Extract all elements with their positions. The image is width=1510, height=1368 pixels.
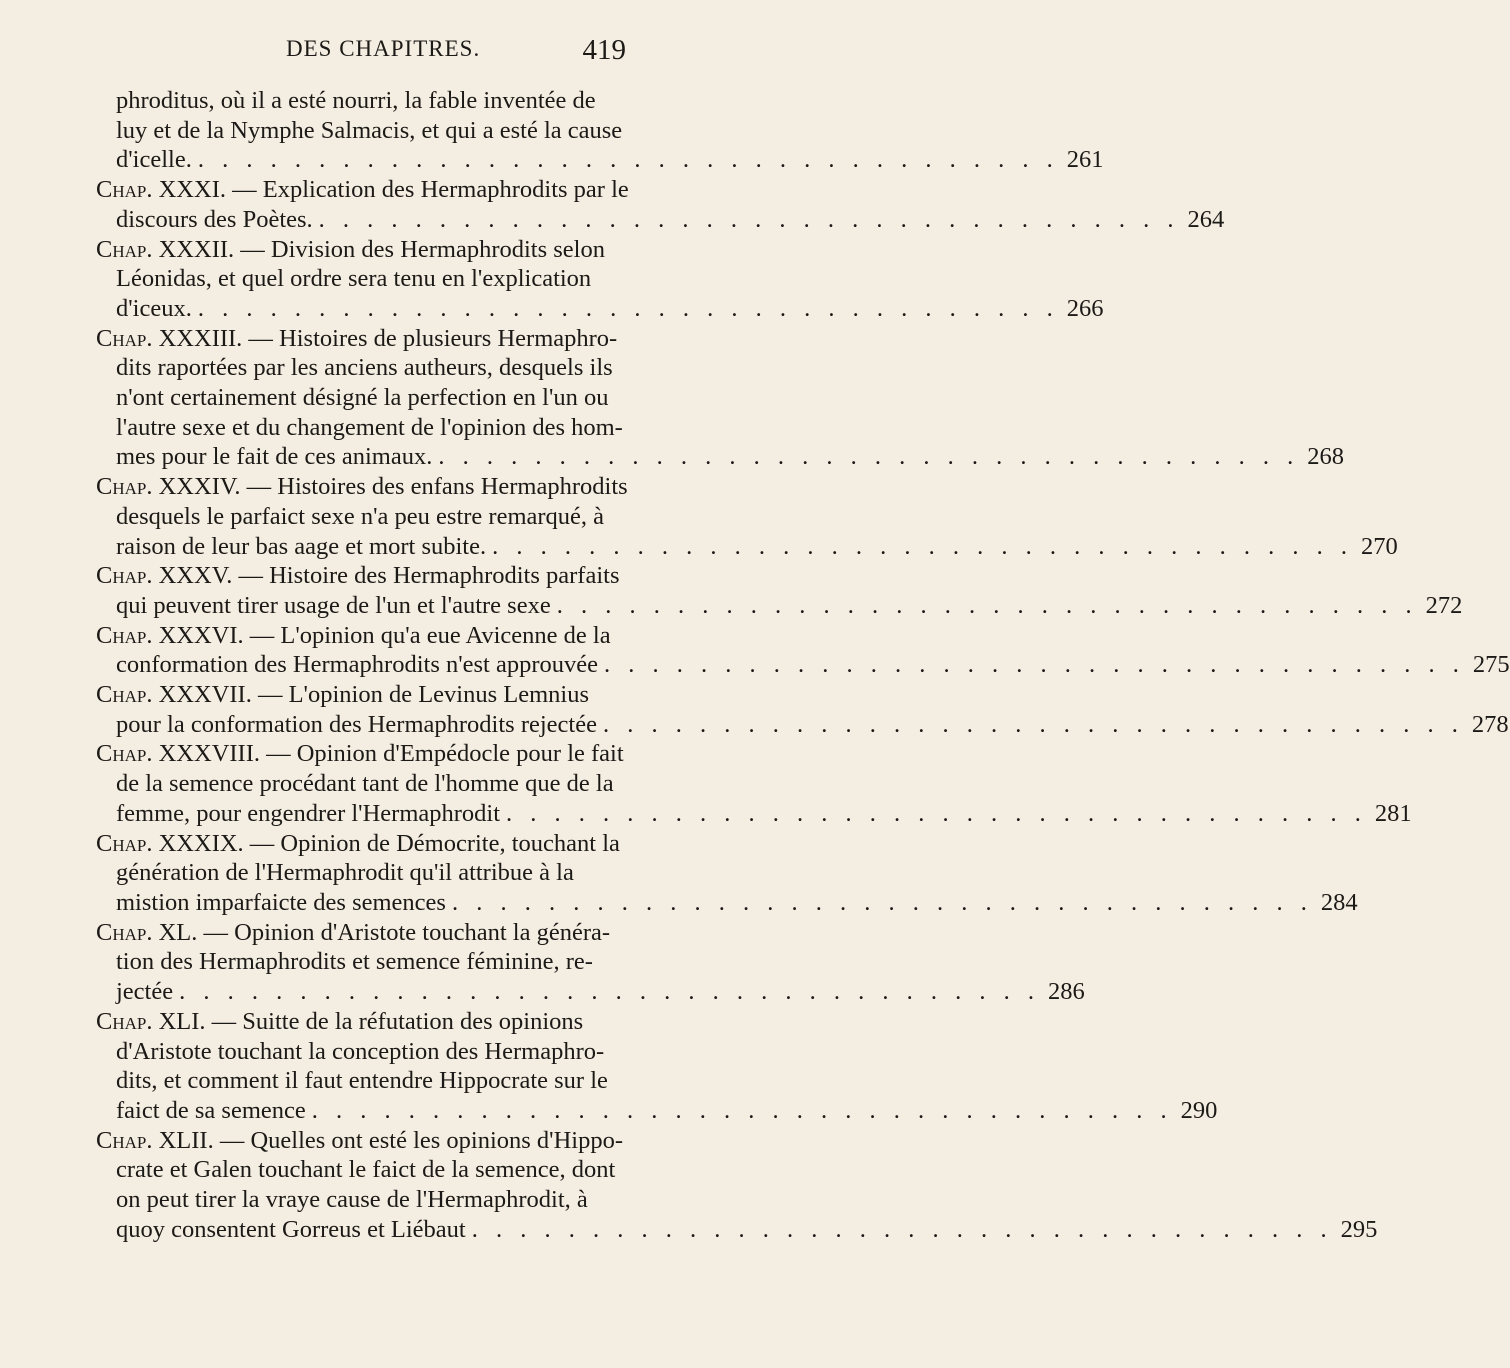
toc-entry-last-line	[96, 799, 1412, 829]
toc-entry-line: dits raportées par les anciens autheurs, desquels ils	[116, 354, 613, 382]
toc-entry-last-line	[96, 1096, 1218, 1126]
toc-entry-page: 286	[1048, 978, 1085, 1006]
toc-entry-line: Léonidas, et quel ordre sera tenu en l'explication	[116, 265, 592, 293]
toc-entry-line: Chap. XXXIII. — Histoires de plusieurs Hermaphro-	[96, 324, 618, 352]
toc-entry-last-line	[96, 977, 1085, 1007]
toc-entry-line: génération de l'Hermaphrodit qu'il attribue à la	[116, 859, 574, 887]
toc-entry-line: Chap. XXXVII. — L'opinion de Levinus Lemnius	[96, 681, 589, 709]
toc-entry-page: 290	[1180, 1096, 1218, 1124]
toc-entry	[96, 680, 1509, 739]
running-title: DES CHAPITRES.	[286, 36, 481, 61]
toc-entry-last-line	[96, 888, 1358, 918]
toc-entry-page: 281	[1374, 799, 1412, 827]
page-header	[96, 36, 626, 80]
toc-entry-page: 284	[1320, 888, 1358, 916]
toc-entry	[96, 472, 1398, 561]
toc-entry-page: 272	[1425, 591, 1463, 619]
toc-entry-text: quoy consentent Gorreus et Liébaut	[116, 1215, 466, 1243]
toc-entry-text: conformation des Hermaphrodits n'est approuvée	[116, 651, 599, 679]
toc-entry-page: 270	[1360, 532, 1398, 560]
toc-entry-last-line	[96, 591, 1463, 621]
toc-entry-line: Chap. XLI. — Suitte de la réfutation des opinions	[96, 1007, 584, 1035]
toc-entry-line: Chap. XXXV. — Histoire des Hermaphrodits parfaits	[96, 562, 620, 590]
toc-entry	[96, 235, 1104, 324]
leader-dots: . . . . . . . . . . . . . . . . . . . . . . . . . . . . . . . . . . . .	[197, 294, 1059, 322]
toc-entry-page: 278	[1471, 710, 1509, 738]
toc-entry-text: raison de leur bas aage et mort subite.	[116, 532, 487, 560]
page-number: 419	[582, 34, 626, 66]
leader-dots: . . . . . . . . . . . . . . . . . . . . . . . . . . . . . . . . . . . .	[318, 205, 1180, 233]
toc-entry-last-line	[96, 532, 1398, 562]
toc-entry-line: crate et Galen touchant le faict de la semence, dont	[116, 1156, 616, 1184]
toc-entry-text: mes pour le fait de ces animaux.	[116, 443, 433, 471]
toc-entry-text: discours des Poètes.	[116, 205, 313, 233]
toc-entry-line: n'ont certainement désigné la perfection en l'un ou	[116, 384, 609, 412]
toc-entry	[96, 561, 1463, 620]
toc-entry-page: 275	[1472, 651, 1510, 679]
toc-entry-text: mistion imparfaicte des semences	[116, 888, 446, 916]
toc-entry-line: luy et de la Nymphe Salmacis, et qui a esté la cause	[116, 116, 623, 144]
toc-entry	[96, 324, 1344, 473]
toc-entry-page: 264	[1187, 205, 1225, 233]
toc-entry-line: Chap. XXXVI. — L'opinion qu'a eue Avicenne de la	[96, 621, 611, 649]
leader-dots: . . . . . . . . . . . . . . . . . . . . . . . . . . . . . . . . . . . .	[451, 888, 1313, 916]
toc-entry-line: Chap. XL. — Opinion d'Aristote touchant la généra-	[96, 918, 611, 946]
toc-entry-line: on peut tirer la vraye cause de l'Hermaphrodit, à	[116, 1186, 588, 1214]
toc-entry-text: faict de sa semence	[116, 1096, 306, 1124]
toc-entry-line: Chap. XXXII. — Division des Hermaphrodits selon	[96, 235, 605, 263]
toc-entry-line: tion des Hermaphrodits et semence féminine, re-	[116, 948, 593, 976]
leader-dots: . . . . . . . . . . . . . . . . . . . . . . . . . . . . . . . . . . . .	[311, 1096, 1173, 1124]
toc-entry-last-line	[96, 1215, 1378, 1245]
toc-entry	[96, 739, 1412, 828]
toc-entry-line: phroditus, où il a esté nourri, la fable inventée de	[116, 87, 596, 114]
toc-entry-page: 266	[1066, 294, 1104, 322]
leader-dots: . . . . . . . . . . . . . . . . . . . . . . . . . . . . . . . . . . . .	[492, 532, 1353, 560]
toc-entry	[96, 621, 1510, 680]
toc-entry	[96, 829, 1358, 918]
leader-dots: . . . . . . . . . . . . . . . . . . . . . . . . . . . . . . . . . . . .	[604, 651, 1465, 679]
leader-dots: . . . . . . . . . . . . . . . . . . . . . . . . . . . . . . . . . . . .	[506, 799, 1367, 827]
toc-entry-page: 295	[1340, 1215, 1378, 1243]
toc-entry-text: d'icelle.	[116, 146, 192, 174]
toc-entry-last-line	[96, 205, 1225, 235]
toc-entry	[96, 175, 1225, 234]
toc-entry-line: l'autre sexe et du changement de l'opinion des hom-	[116, 413, 623, 441]
toc-entry-last-line	[96, 442, 1344, 472]
leader-dots: . . . . . . . . . . . . . . . . . . . . . . . . . . . . . . . . . . . .	[602, 710, 1464, 738]
toc-entry-line: Chap. XXXIV. — Histoires des enfans Hermaphrodits	[96, 473, 628, 501]
toc-entry-line: de la semence procédant tant de l'homme que de la	[116, 770, 614, 798]
leader-dots: . . . . . . . . . . . . . . . . . . . . . . . . . . . . . . . . . . . .	[556, 591, 1418, 619]
toc-entry-line: desquels le parfaict sexe n'a peu estre remarqué, à	[116, 502, 605, 530]
toc-entry	[96, 918, 1085, 1007]
leader-dots: . . . . . . . . . . . . . . . . . . . . . . . . . . . . . . . . . . . .	[471, 1215, 1333, 1243]
toc-entry-last-line	[96, 145, 1104, 175]
toc-entry-page: 268	[1307, 443, 1344, 471]
toc-entry-line: Chap. XXXI. — Explication des Hermaphrodits par le	[96, 176, 629, 204]
leader-dots: . . . . . . . . . . . . . . . . . . . . . . . . . . . . . . . . . . . .	[197, 146, 1059, 174]
toc-entry-line: Chap. XXXIX. — Opinion de Démocrite, touchant la	[96, 829, 620, 857]
leader-dots: . . . . . . . . . . . . . . . . . . . . . . . . . . . . . . . . . . . .	[179, 978, 1040, 1006]
toc-entry-last-line	[96, 710, 1509, 740]
toc-entry-line: Chap. XXXVIII. — Opinion d'Empédocle pour le fait	[96, 740, 624, 768]
toc-entry-last-line	[96, 650, 1510, 680]
toc-entry-line: d'Aristote touchant la conception des Hermaphro-	[116, 1037, 605, 1065]
toc-entry-page: 261	[1066, 146, 1104, 174]
toc-entry-text: d'iceux.	[116, 294, 192, 322]
toc-entry	[96, 86, 1104, 175]
table-of-contents	[96, 86, 1510, 1244]
leader-dots: . . . . . . . . . . . . . . . . . . . . . . . . . . . . . . . . . . . .	[438, 443, 1300, 471]
toc-entry-text: jectée	[116, 978, 174, 1006]
toc-entry-text: qui peuvent tirer usage de l'un et l'autre sexe	[116, 591, 551, 619]
toc-entry-line: Chap. XLII. — Quelles ont esté les opinions d'Hippo-	[96, 1126, 624, 1154]
toc-entry	[96, 1126, 1378, 1245]
toc-entry-text: pour la conformation des Hermaphrodits rejectée	[116, 710, 597, 738]
toc-entry-line: dits, et comment il faut entendre Hippocrate sur le	[116, 1067, 608, 1095]
toc-entry-last-line	[96, 294, 1104, 324]
toc-entry	[96, 1007, 1218, 1126]
toc-entry-text: femme, pour engendrer l'Hermaphrodit	[116, 799, 501, 827]
